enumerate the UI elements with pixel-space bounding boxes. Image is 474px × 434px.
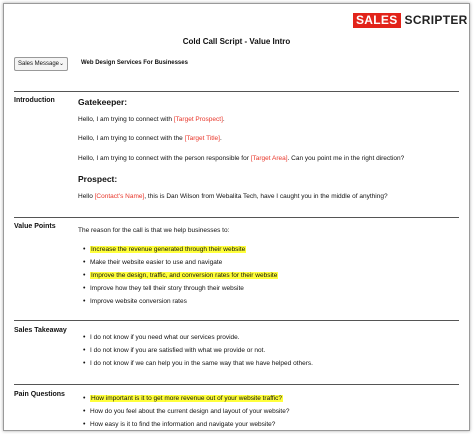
- gatekeeper-line-1-text: Hello, I am trying to connect with: [78, 116, 174, 123]
- value-point: Make their website easier to use and navigate: [90, 259, 223, 266]
- section-divider: [14, 91, 459, 92]
- gatekeeper-line-1-end: .: [222, 116, 225, 123]
- script-subtitle: Web Design Services For Businesses: [81, 60, 188, 66]
- value-point: Improve website conversion rates: [90, 298, 187, 305]
- highlighted-value-point: Improve the design, traffic, and conversion rates for their website: [91, 272, 278, 279]
- logo-part-sales: SALES: [353, 13, 401, 28]
- list-item: [90, 359, 313, 372]
- list-item: [90, 258, 278, 271]
- script-type-select[interactable]: [14, 57, 68, 71]
- value-points-intro: The reason for the call is that we help businesses to:: [78, 227, 230, 234]
- prospect-heading: Prospect:: [78, 174, 118, 184]
- target-prospect-variable: [Target Prospect]: [173, 116, 223, 123]
- gatekeeper-line-3-text: Hello, I am trying to connect with the person responsible for: [78, 155, 251, 162]
- section-divider: [14, 384, 459, 385]
- section-divider: [14, 320, 459, 321]
- highlighted-pain-question: How important is it to get more revenue out of your website traffic?: [91, 395, 282, 402]
- list-item: [90, 407, 289, 420]
- gatekeeper-line-3-end: . Can you point me in the right direction?: [287, 155, 405, 162]
- prospect-line-text: Hello: [78, 193, 95, 200]
- list-item: [90, 394, 289, 407]
- contact-name-variable: [Contact's Name]: [94, 193, 145, 200]
- pain-question: How easy is it to find the information and navigate your website?: [90, 421, 276, 428]
- value-point: Improve how they tell their story through their website: [90, 285, 244, 292]
- takeaway-item: I do not know if you need what our services provide.: [90, 334, 240, 341]
- pain-questions-list: [90, 394, 289, 431]
- prospect-line-end: , this is Dan Wilson from Webalita Tech, have I caught you in the middle of anything?: [144, 193, 388, 200]
- list-item: [90, 297, 278, 310]
- list-item: [90, 245, 278, 258]
- list-item: [90, 271, 278, 284]
- prospect-line: [78, 193, 388, 200]
- sales-takeaway-list: [90, 333, 313, 372]
- gatekeeper-line-2-end: .: [219, 135, 222, 142]
- highlighted-value-point: Increase the revenue generated through their website: [91, 246, 246, 253]
- gatekeeper-line-2-text: Hello, I am trying to connect with the: [78, 135, 185, 142]
- script-document: [3, 3, 470, 431]
- list-item: [90, 346, 313, 359]
- value-points-list: [90, 245, 278, 310]
- takeaway-item: I do not know if you are satisfied with what we provide or not.: [90, 347, 266, 354]
- list-item: [90, 420, 289, 431]
- logo-part-scripter: SCRIPTER: [401, 13, 468, 28]
- page-title: Cold Call Script - Value Intro: [182, 37, 291, 46]
- takeaway-item: I do not know if we can help you in the same way that we have helped others.: [90, 360, 313, 367]
- pain-question: How do you feel about the current design and layout of your website?: [90, 408, 290, 415]
- target-area-variable: [Target Area]: [250, 155, 288, 162]
- chevron-down-icon: ⌄: [58, 61, 64, 67]
- section-label-sales-takeaway: Sales Takeaway: [14, 327, 67, 334]
- target-title-variable: [Target Title]: [184, 135, 220, 142]
- section-divider: [14, 217, 459, 218]
- gatekeeper-heading: Gatekeeper:: [78, 97, 128, 107]
- gatekeeper-line-1: [78, 116, 225, 123]
- list-item: [90, 284, 278, 297]
- list-item: [90, 333, 313, 346]
- section-label-introduction: Introduction: [14, 97, 55, 104]
- section-label-value-points: Value Points: [14, 223, 56, 230]
- gatekeeper-line-2: [78, 135, 222, 142]
- sales-scripter-logo: [353, 13, 468, 28]
- section-label-pain-questions: Pain Questions: [14, 391, 65, 398]
- script-type-select-value: Sales Message: [18, 61, 60, 67]
- gatekeeper-line-3: [78, 155, 404, 162]
